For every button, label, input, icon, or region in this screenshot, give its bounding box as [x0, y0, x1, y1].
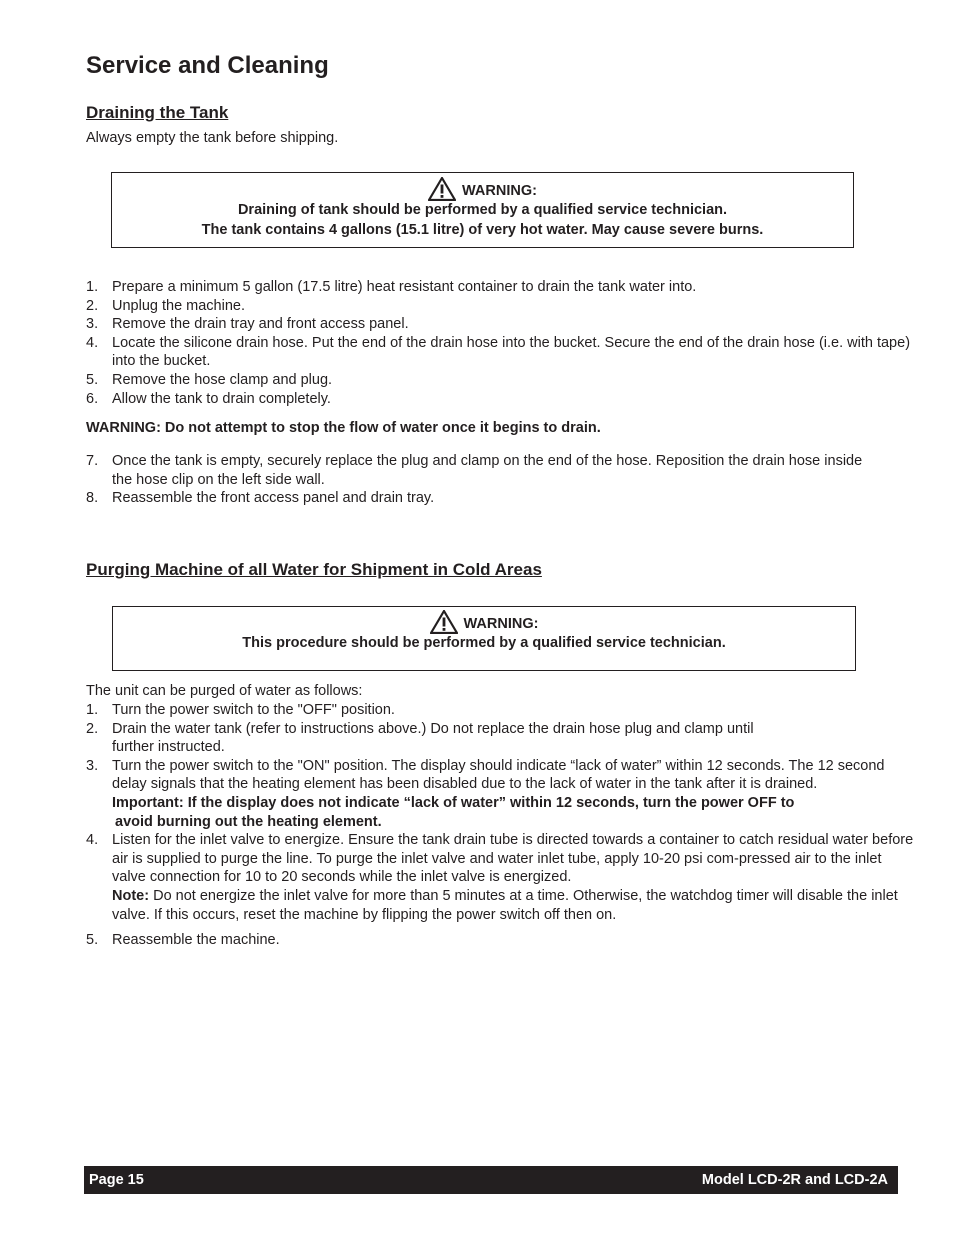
section-heading-draining: Draining the Tank [86, 103, 229, 122]
model-name: Model LCD-2R and LCD-2A [701, 1172, 888, 1188]
step-text: Turn the power switch to the "OFF" position. [112, 702, 395, 718]
list-item [86, 757, 916, 831]
step-number: 5. [86, 932, 99, 949]
important-note: Important: If the display does not indicate “lack of water” within 12 seconds, turn the power OFF to [112, 794, 795, 811]
list-item [86, 371, 916, 390]
page-title: Service and Cleaning [86, 52, 329, 79]
warning-label: WARNING: [463, 615, 539, 632]
step-text: Locate the silicone drain hose. Put the end of the drain hose into the bucket. Secure the end of the drain hose (i.e. with tape) into the bucket. [112, 334, 911, 370]
page-number: Page 15 [89, 1172, 144, 1188]
step-text: Unplug the machine. [112, 297, 245, 314]
step-text: Once the tank is empty, securely replace the plug and clamp on the end of the hose. Reposition the drain hose inside the hose clip on the left side wall. [112, 453, 863, 488]
step-text: Allow the tank to drain completely. [112, 390, 331, 407]
step-number: 1. [86, 702, 99, 718]
step-number: 1. [86, 279, 99, 295]
step-number: 8. [86, 490, 99, 507]
warning-triangle-icon [428, 177, 456, 201]
list-item [86, 489, 916, 508]
warning-triangle-icon [430, 610, 458, 634]
warning-header [113, 610, 855, 634]
step-number: 4. [86, 832, 99, 849]
step-number: 5. [86, 371, 99, 388]
step-number: 4. [86, 334, 99, 351]
list-item [86, 278, 916, 297]
step-text: Reassemble the machine. [112, 932, 280, 949]
step-text: Turn the power switch to the "ON" position. The display should indicate “lack of water” within 12 seconds. The 12 second delay signals that the heating element has been disabled due to the lack of water in the tank after it is drained. [112, 757, 885, 793]
list-item [86, 831, 916, 924]
step-number: 2. [86, 720, 99, 737]
warning-line-1: Draining of tank should be performed by a qualified service technician. [237, 202, 728, 218]
step-text: Remove the drain tray and front access panel. [112, 316, 409, 333]
step-text: Remove the hose clamp and plug. [112, 371, 333, 388]
warning-box-draining [111, 172, 854, 248]
purging-steps-list [86, 701, 916, 950]
step-text: Drain the water tank (refer to instructions above.) Do not replace the drain hose plug and clamp until [112, 720, 754, 737]
page-footer [84, 1166, 898, 1194]
step-text: Prepare a minimum 5 gallon (17.5 litre) heat resistant container to drain the tank water into. [112, 279, 697, 295]
warning-label: WARNING: [462, 182, 537, 199]
list-item [86, 297, 916, 316]
step-text: Reassemble the front access panel and drain tray. [112, 490, 435, 507]
list-item [86, 701, 916, 720]
note-label: Note: [112, 887, 150, 904]
warning-box-purging [112, 606, 856, 671]
step-number: 3. [86, 316, 99, 333]
step-text-continued: further instructed. [112, 739, 225, 756]
list-item [86, 931, 916, 950]
flow-warning: WARNING: Do not attempt to stop the flow of water once it begins to drain. [86, 420, 601, 436]
step-number: 3. [86, 757, 99, 774]
note-text: Do not energize the inlet valve for more than 5 minutes at a time. Otherwise, the watchdog timer will disable the inlet valve. If this occurs, reset the machine by flipping the power switch off then on. [112, 887, 898, 923]
warning-header [112, 177, 853, 201]
step-text: Listen for the inlet valve to energize. Ensure the tank drain tube is directed towards a container to catch residual water before air is supplied to purge the line. To purge the inlet valve and water inlet tube, apply 10-20 psi com-pressed air to the inlet valve connection for 10 to 20 seconds while the inlet valve is energized. [112, 832, 914, 886]
list-item [86, 390, 916, 409]
step-number: 7. [86, 453, 99, 469]
section-heading-purging: Purging Machine of all Water for Shipment in Cold Areas [86, 560, 542, 579]
warning-line-1: This procedure should be performed by a qualified service technician. [242, 635, 726, 651]
important-note-continued: avoid burning out the heating element. [115, 813, 382, 830]
draining-intro: Always empty the tank before shipping. [86, 130, 339, 146]
draining-steps-list [86, 278, 916, 408]
step-number: 2. [86, 297, 99, 314]
list-item [86, 720, 916, 757]
list-item [86, 452, 872, 489]
list-item [86, 315, 916, 334]
purging-intro: The unit can be purged of water as follows: [86, 683, 363, 699]
warning-line-2: The tank contains 4 gallons (15.1 litre) of very hot water. May cause severe burns. [201, 221, 764, 238]
step-number: 6. [86, 390, 99, 407]
list-item [86, 334, 916, 371]
draining-steps-list-continued [86, 452, 916, 508]
